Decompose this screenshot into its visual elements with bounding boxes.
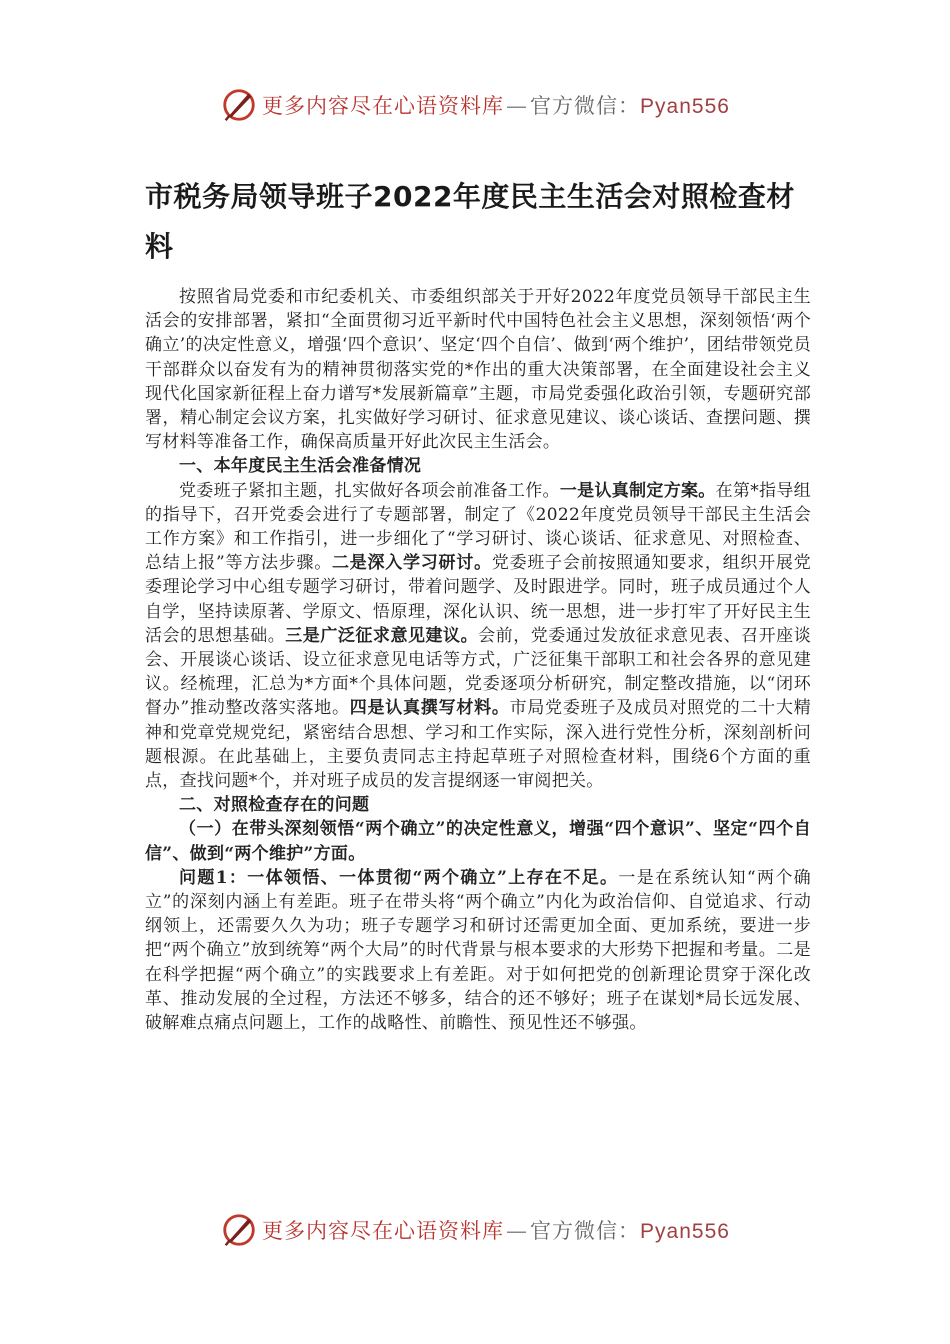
banner-text: 更多内容尽在心语资料库—官方微信：Pyan556 [262,1219,730,1243]
subsection-1-heading: （一）在带头深刻领悟“两个确立”的决定性意义，增强“四个意识”、坚定“四个自信”、做到“两个维护”方面。 [145,819,811,864]
header-watermark-banner [0,82,950,128]
section-2-heading: 二、对照检查存在的问题 [179,795,370,816]
banner-text: 更多内容尽在心语资料库—官方微信：Pyan556 [262,94,730,118]
document-title: 市税务局领导班子2022年度民主生活会对照检查材料 [145,180,795,263]
document-body [145,285,811,1035]
problem-1-paragraph: 问题1：一体领悟、一体贯彻“两个确立”上存在不足。一是在系统认知“两个确立”的深刻内涵上有差距。班子在带头将“两个确立”内化为政治信仰、自觉追求、行动纲领上，还需要久久为功；班子专题学习和研讨还需更加全面、更加系统，要进一步把“两个确立”放到统筹“两个大局”的时代背景与根本要求的大形势下把握和考量。二是在科学把握“两个确立”的实践要求上有差距。对于如何把党的创新理论贯穿于深化改革、推动发展的全过程，方法还不够多，结合的还不够好；班子在谋划*局长远发展、破解难点痛点问题上，工作的战略性、前瞻性、预见性还不够强。 [145,867,811,1034]
quill-logo-icon [220,86,258,124]
intro-paragraph: 按照省局党委和市纪委机关、市委组织部关于开好2022年度党员领导干部民主生活会的安排部署，紧扣“全面贯彻习近平新时代中国特色社会主义思想，深刻领悟‘两个确立’的决定性意义，增强‘四个意识’、坚定‘四个自信’、做到‘两个维护’，团结带领党员干部群众以奋发有为的精神贯彻落实党的*作出的重大决策部署，在全面建设社会主义现代化国家新征程上奋力谱写*发展新篇章”主题，市局党委强化政治引领，专题研究部署，精心制定会议方案，扎实做好学习研讨、征求意见建议、谈心谈话、查摆问题、撰写材料等准备工作，确保高质量开好此次民主生活会。 [145,287,811,453]
section-1-paragraph: 党委班子紧扣主题，扎实做好各项会前准备工作。一是认真制定方案。在第*指导组的指导下，召开党委会进行了专题部署，制定了《2022年度党员领导干部民主生活会工作方案》和工作指引，进一步细化了“学习研讨、谈心谈话、征求意见、对照检查、总结上报”等方法步骤。二是深入学习研讨。党委班子会前按照通知要求，组织开展党委理论学习中心组专题学习研讨，带着问题学、及时跟进学。同时，班子成员通过个人自学，坚持读原著、学原文、悟原理，深化认识、统一思想，进一步打牢了开好民主生活会的思想基础。三是广泛征求意见建议。会前，党委通过发放征求意见表、召开座谈会、开展谈心谈话、设立征求意见电话等方式，广泛征集干部职工和社会各界的意见建议。经梳理，汇总为*方面*个具体问题，党委逐项分析研究，制定整改措施，以“闭环督办”推动整改落实落地。四是认真撰写材料。市局党委班子及成员对照党的二十大精神和党章党规党纪，紧密结合思想、学习和工作实际，深入进行党性分析，深刻剖析问题根源。在此基础上，主要负责同志主持起草班子对照检查材料，围绕6个方面的重点，查找问题*个，并对班子成员的发言提纲逐一审阅把关。 [145,480,811,792]
quill-logo-icon [220,1211,258,1249]
footer-watermark-banner [0,1207,950,1253]
section-1-heading: 一、本年度民主生活会准备情况 [179,456,422,477]
